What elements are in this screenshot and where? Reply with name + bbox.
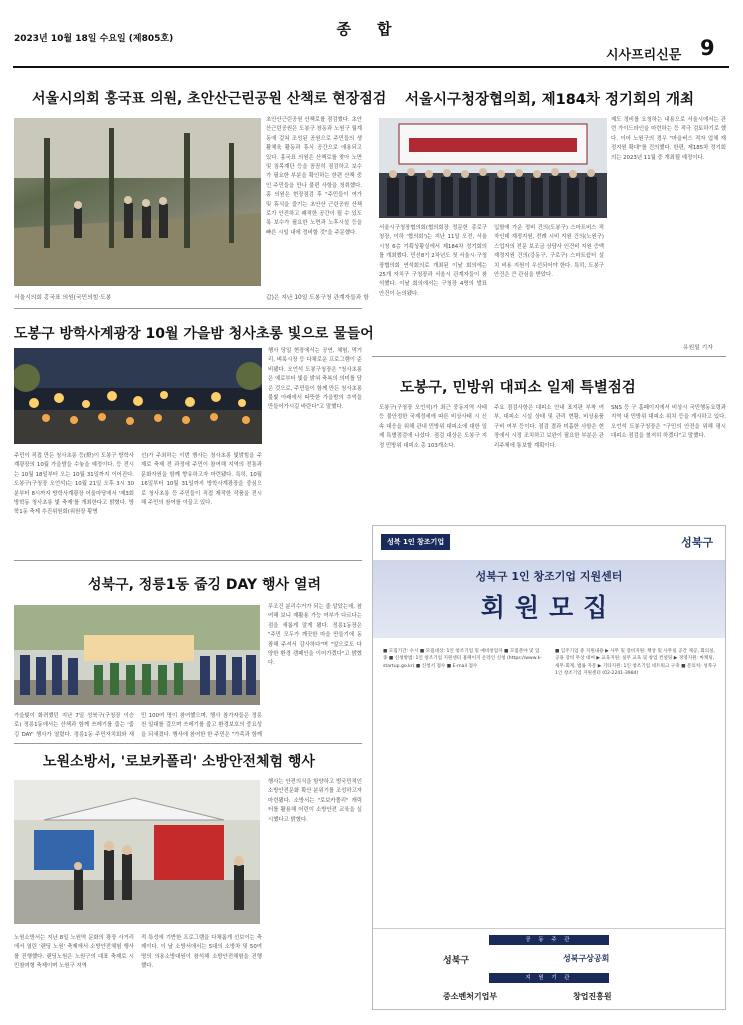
article-5-headline: 성북구, 정릉1동 줍깅 DAY 행사 열려 [88,577,321,593]
ad-left-column: ■ 모집기간: 수시 ■ 모집대상: 1인 창조기업 및 예비창업자 ■ 모집분야 및 업종 ■ 신청방법: 1인 창조기업 지원센터 홈페이지 온라인 신청 (https://www.k-startup.go.kr) ■ 신청서 접수 ■ E-mail 접수 [383,649,542,669]
article-2-photo [379,118,607,218]
ad-logo-chamber: 성북구상공회 [563,954,610,963]
article-3-body-right: 행사 당일 현장에서는 공연, 체험, 먹거리, 벼룩시장 등 다채로운 프로그램이 준비됐다. 오언석 도봉구청장은 "청사초롱은 예로부터 빛을 밝혀 축복의 의미를 담은 것으로, 주민들이 함께 만든 청사초롱 불빛 아래에서 따뜻한 가을밤의 추억을 만들어가시길 바란다"고 말했다. [268,348,362,411]
article-3-photo [14,348,262,444]
article-5-body-left: 가을빛이 화려했던 지난 7일 성북구(구청장 이승로) 정릉1동에서는 산책과 함께 쓰레기를 줍는 '줍깅 DAY' 행사가 열렸다. 정릉1동 주민자치회와 새 [14,713,134,738]
article-1-body: 초안산근린공원 산책로를 점검했다. 초안산근린공원은 도봉구 창동과 노원구 월계동에 걸쳐 조성된 공원으로 주민들의 생활체육 활동과 휴식 공간으로 애용되고 있다. 홍국표 의원은 산책로를 찾아 노면 및 침목계단 등을 꼼꼼히 점검하고 보수가 필요한 부분을 확인하는 한편 산책 중인 주민들을 만나 불편 사항을 청취했다. 홍 의원은 현장점검 후 "주민들이 여가 및 휴식을 즐기는 초안산 근린공원 산책로가 안전하고 쾌적한 공간이 될 수 있도록 보수가 필요한 노면과 노후시설 등을 빠른 시일 내에 정비할 것"을 주문했다. [266,117,362,236]
ad-program-logo: 성북 1인 창조기업 [381,534,450,550]
ad-logo-kised: 창업진흥원 [573,992,612,1001]
article-2-headline: 서울시구청장협의회, 제184차 정기회의 개최 [405,92,695,108]
ad-brand-logo: 성북구 [681,536,713,549]
article-5-body-right: 무조건 분리수거가 되는 줄 알았는데, 참여해 보니 재활용 가능 여부가 다르다는 점을 새롭게 알게 됐다. 정릉1동장은 "주민 모두가 깨끗한 마을 만들기에 동참해 주셔서 감사하다"며 "앞으로도 다양한 환경 캠페인을 이어가겠다"고 밝혔다. [268,604,362,667]
article-4-body-right: SNS 등 구 홈페이지에서 비상시 국민행동요령과 지역 내 민방위 대피소 위치 등을 게시하고 있다. 오언석 도봉구청장은 "구민의 안전을 위해 평시 대피소 점검을 철저히 하겠다"고 말했다. [611,405,726,440]
ad-cohost-label: 공 동 주 관 [489,935,609,945]
ad-footer [373,928,725,1010]
article-4-body-middle: 주요 점검사항은 대피소 안내 표지판 부착 여부, 대피소 시설 상태 및 관리 현황, 비상용품 구비 여부 등이다. 점검 결과 미흡한 사항은 현장에서 시정 조치하고 보완이 필요한 부분은 관리주체에 통보할 계획이다. [494,405,604,449]
divider [372,356,726,357]
article-4-body-left: 도봉구(구청장 오언석)가 최근 중동지역 사태 등 불안정한 국제정세에 따른 비상사태 시 신속 대응을 위해 관내 민방위 대피소에 대한 일제 특별점검에 나섰다. 점검 대상은 도봉구 지정 민방위 대피소 총 103개소다. [379,405,487,449]
article-3-body-left: 주민이 직접 만든 청사초롱 등(燈)이 도봉구 방학사계광장의 10월 가을밤을 수놓을 예정이다. 등 전시는 10월 18일부터 오는 10월 31일까지 이어진다. 도봉구(구청장 오언석)는 10월 21일 오후 3시 30분부터 8시까지 방학사계광장 어울마당에서 '제3회 방학동 청사초롱 빛 축제'를 개최한다고 밝혔다. 방학1동 축제 추진위원회(위원장 황병 [14,453,134,516]
ad-title: 성북구 1인 창조기업 지원센터 [475,570,623,583]
divider [14,308,362,309]
publisher-name: 시사프리신문 [606,48,682,63]
article-6-body-middle: 적 특성에 기반한 프로그램을 다채롭게 선보이는 축제이다. 이 날 소방서에서는 5대의 소방차 및 50여 명의 의용소방대원이 참석해 소방안전체험을 진행했다. [141,935,262,970]
advertisement [372,525,726,1010]
article-5-body-middle: 민 100여 명이 참여했으며, 행사 참가자들은 정릉천 일대를 걸으며 쓰레기를 줍고 환경보호의 중요성을 되새겼다. 행사에 참여한 한 주민은 "가족과 함께 [141,713,262,738]
ad-title-band [373,560,725,638]
page-number: 9 [700,36,715,60]
article-3-body-middle: 선)가 주최하는 이번 행사는 청사초롱 빛밝힘을 주제로 축제 전 과정에 주민이 참여해 지역의 전통과 문화자원을 함께 향유하고자 마련됐다. 특히, 10월 16일부터 10월 31일까지 방학사계광장을 중심으로 청사초롱 등 주민들이 직접 제작한 작품을 전시해 주민의 참여를 이끌고 있다. [141,453,262,507]
article-5-photo [14,605,260,705]
divider [14,560,362,561]
article-1-caption-continued: 갑)은 지난 10일 도봉구청 관계자들과 함 [266,295,369,301]
ad-top-bar [373,526,725,562]
article-1-caption: 서울시의회 홍국표 의원(국민의힘·도봉 [14,295,112,301]
ad-logo-seongbuk: 성북구 [443,956,470,966]
article-4-headline: 도봉구, 민방위 대피소 일제 특별점검 [400,380,636,396]
ad-right-column: ■ 입주기업 중 지원내용 ▶ 사무 및 장비지원: 책상 및 사무실 공간 제공, 회의실, 공용 장비 무상 대여 ▶ 교육지원: 실무 교육 및 창업 컨설팅 ▶ 경영지원: 마케팅, 세무·회계, 법률 자문 ▶ 기타지원: 1인 창조기업 네트워크 구축 ■ 문의처: 성북구 1인 창조기업 지원센터 (02-2241-3984) [555,649,717,677]
section-name: 종합 [336,20,418,38]
article-2-body-middle: 입함에 가운 정비 건의(도봉구) 스마트버스 적자인데 재정지원, 전례 시비 지원 건의(노원구) 스업자의 전문 보조금 상담사 인건비 지원 증액 재정지원 건의(강동구, 구로구) 스마트쉼터 설치 비용 지원이 우선되어야 한다. 특히, 도봉구 안건은 큰 관심을 받았다. [494,225,604,279]
header-rule [13,66,729,68]
issue-date: 2023년 10월 18일 수요일 (제805호) [14,34,174,44]
article-6-body-right: 행사는 안전의식을 함양하고 범국민적인 소방안전문화 확산 분위기를 조성하고자 마련됐다. 소방서는 "로보카폴리" 캐릭터를 활용해 어린이 소방안전 교육을 실시했다고 밝혔다. [268,779,362,823]
article-3-headline: 도봉구 방학사계광장 10월 가을밤 청사초롱 빛으로 물들어 [14,326,374,342]
ad-logo-mss: 중소벤처기업부 [443,992,498,1001]
article-6-headline: 노원소방서, '로보카폴리' 소방안전체험 행사 [43,754,315,770]
ad-headline: 회원모집 [480,593,618,622]
ad-support-label: 지 원 기 관 [489,973,609,983]
article-6-photo [14,780,260,924]
article-6-body-left: 노원소방서는 지난 8일 노원역 문화의 광장 사거리에서 열린 '랜딩 노원' 축제에서 소방안전체험 행사를 진행했다. 랜딩노원은 노원구의 대표 축제로 시민참여형 축제이며 노원구 지역 [14,935,134,970]
article-1-headline: 서울시의회 홍국표 의원, 초안산근린공원 산책로 현장점검 [32,91,387,107]
article-2-body-left: 서울시구청장협의회(협의회장 정문헌 종로구청장, 이하 '협의회')는 지난 11일 오전, 서울시청 6층 기획상황실에서 제184차 정기회의를 개최했다. 민선8기 2차년도 첫 서울시·구청장협의회 연석회의로 개최된 이날 회의에는 25개 자치구 구청장과 서울시 관계자들이 참석했다. 이날 회의에서는 구청장 4명의 발표 안건이 논의됐다. [379,225,487,297]
article-1-photo [14,118,261,286]
divider [14,743,362,744]
article-2-body-right: 제도 정비를 요청하는 내용으로 서울시에서는 관련 가이드라인을 마련하는 등 적극 검토하기로 했다. 이어 노원구의 경우 "마을버스 적자 업체 재정지원 확대"를 건의했다. 한편, 제185차 정기회의는 2023년 11월 중 개최될 예정이다. [611,117,726,161]
article-2-author: 유원일 기자 [683,345,713,351]
